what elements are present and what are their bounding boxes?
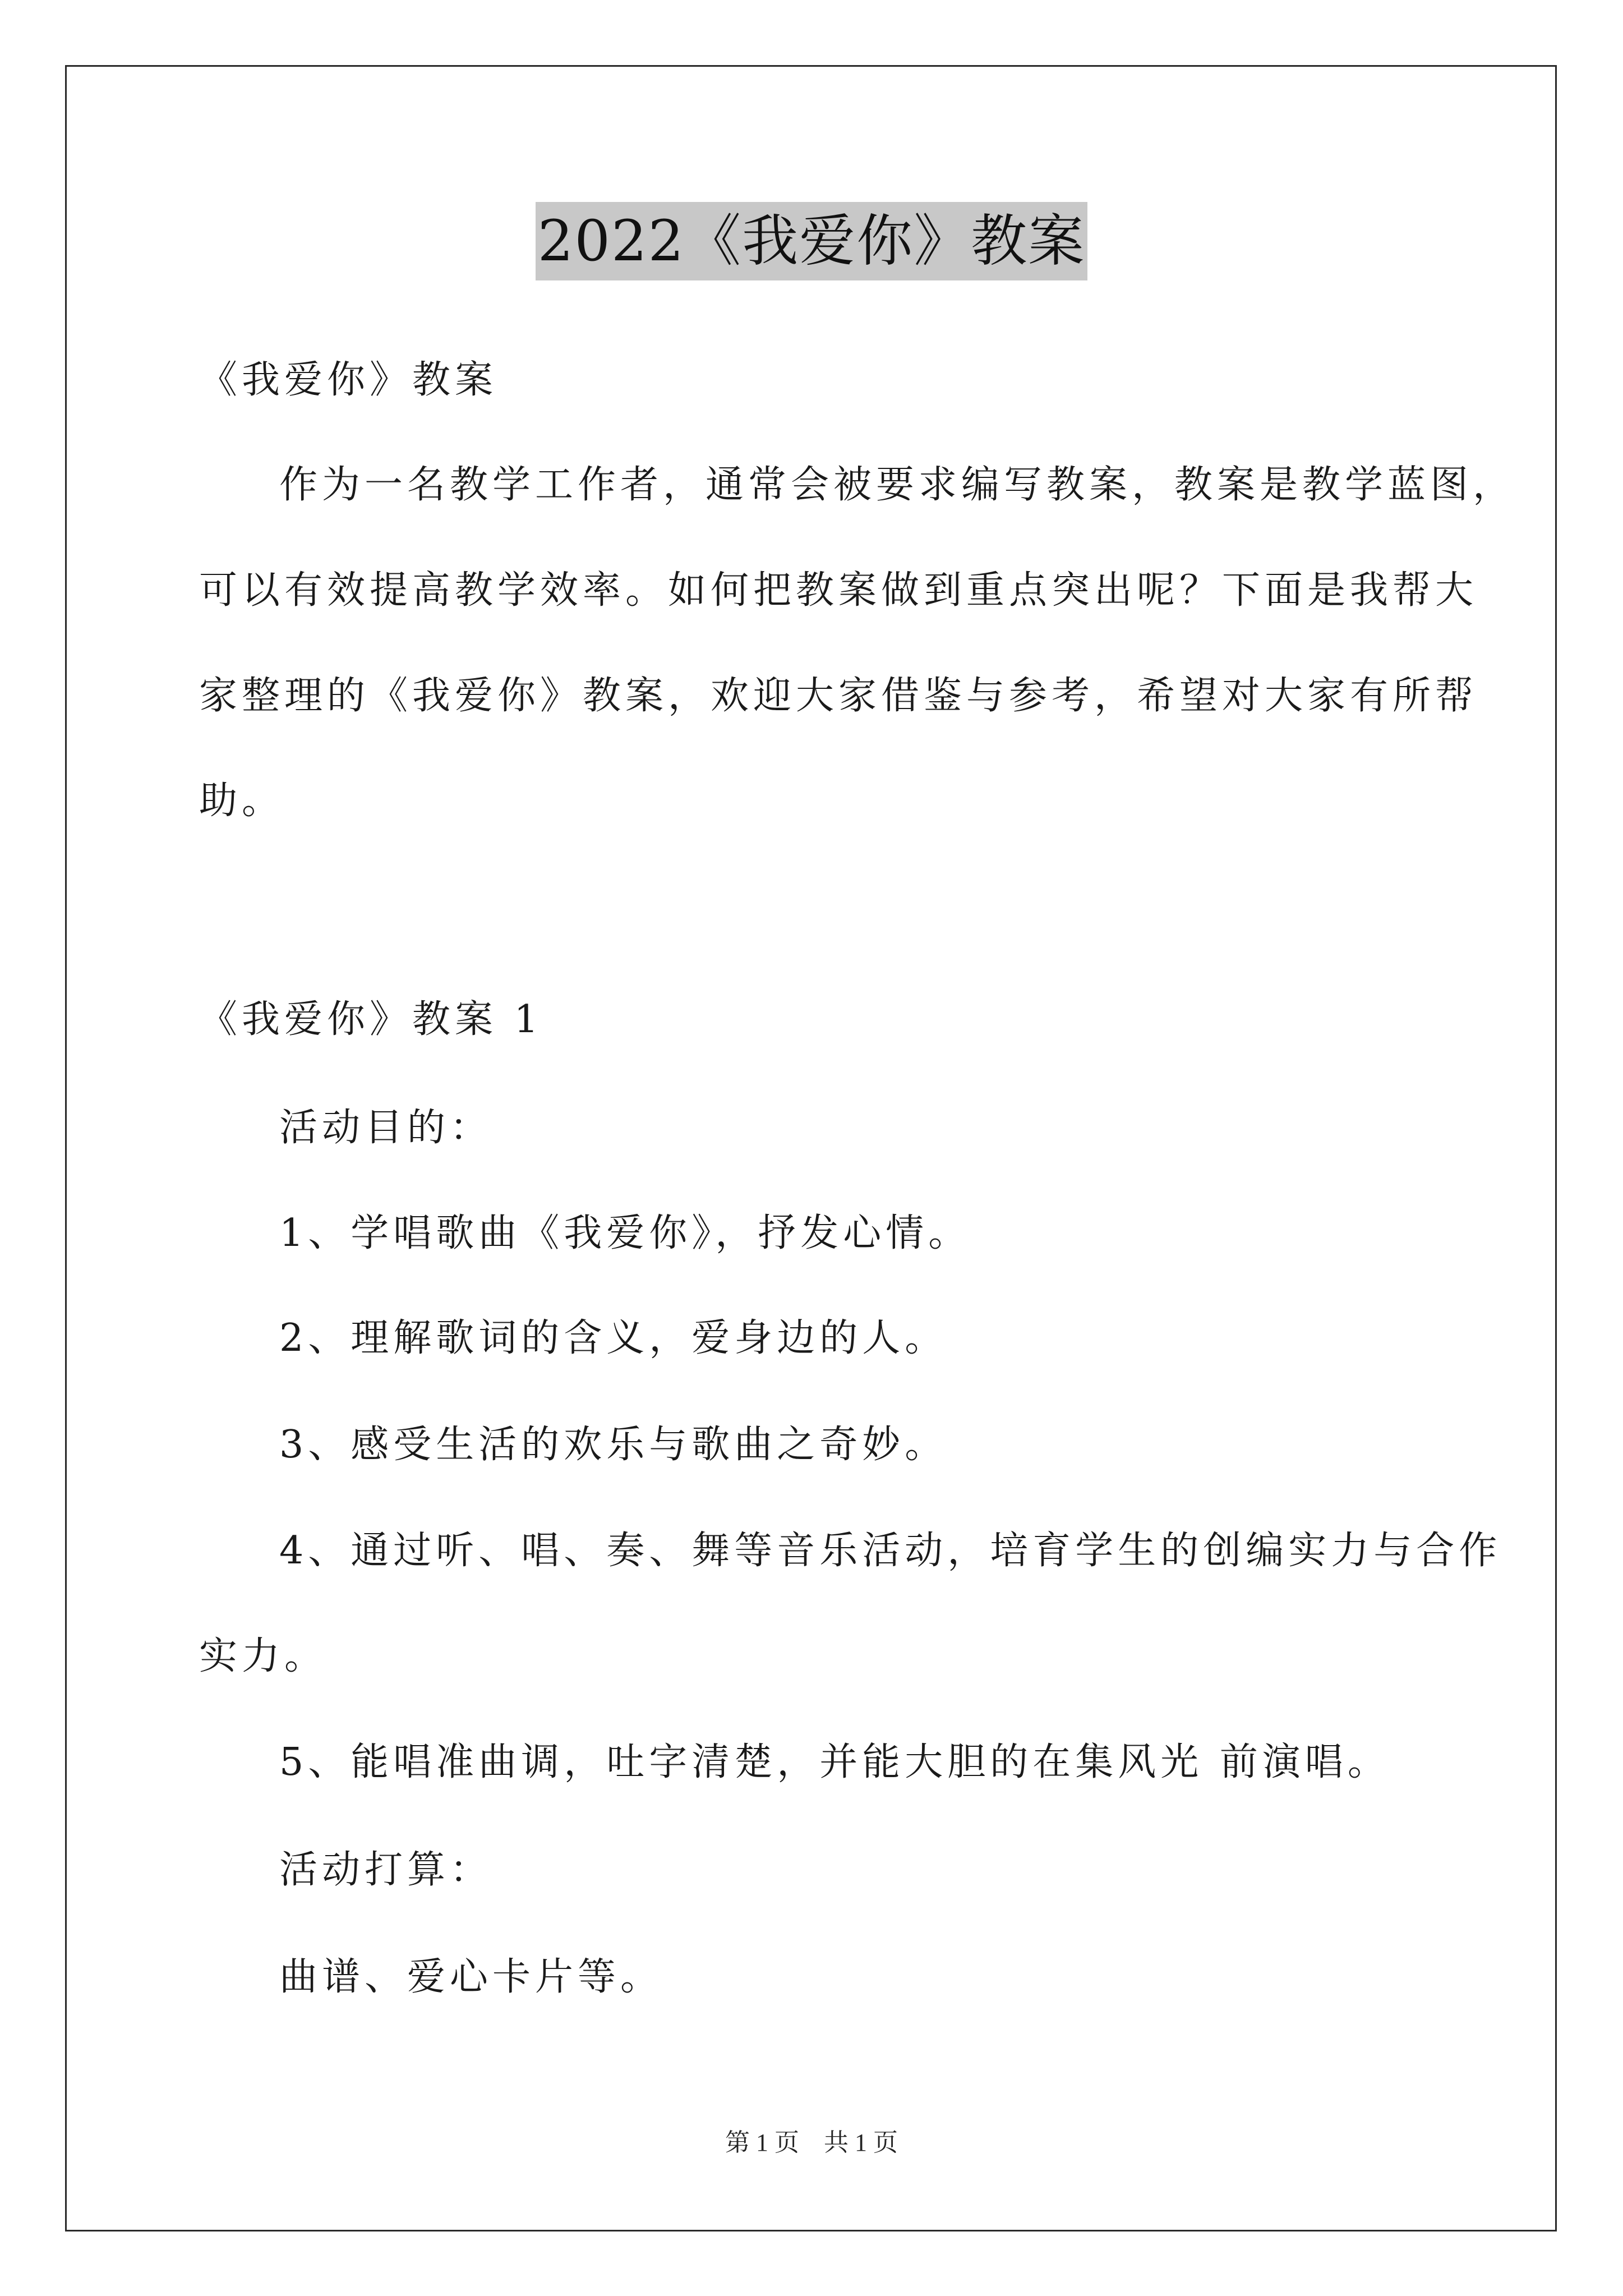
intro-line-3: 家整理的《我爱你》教案，欢迎大家借鉴与参考，希望对大家有所帮	[199, 674, 1478, 718]
subheading: 《我爱你》教案	[199, 358, 498, 402]
intro-line-4: 助。	[199, 779, 285, 823]
goal-item: 3、感受生活的欢乐与歌曲之奇妙。	[279, 1423, 948, 1467]
prep-label: 活动打算：	[279, 1848, 493, 1892]
goal-item: 1、学唱歌曲《我爱你》，抒发心情。	[279, 1211, 971, 1255]
goal-item-continuation: 实力。	[199, 1634, 328, 1678]
goals-label: 活动目的：	[279, 1106, 493, 1150]
goal-item: 2、理解歌词的含义，爱身边的人。	[279, 1316, 948, 1360]
intro-line-1: 作为一名教学工作者，通常会被要求编写教案，教案是教学蓝图，	[279, 463, 1516, 507]
document-title: 2022《我爱你》教案	[536, 202, 1088, 280]
intro-line-2: 可以有效提高教学效率。如何把教案做到重点突出呢？下面是我帮大	[199, 568, 1478, 613]
title-container	[0, 202, 1623, 280]
page-number-footer: 第 1 页 共 1 页	[725, 2129, 898, 2156]
goal-item: 5、能唱准曲调，吐字清楚，并能大胆的在集风光 前演唱。	[279, 1740, 1390, 1784]
prep-text: 曲谱、爱心卡片等。	[279, 1955, 663, 1999]
goal-item: 4、通过听、唱、奏、舞等音乐活动，培育学生的创编实力与合作	[279, 1529, 1502, 1573]
section-heading: 《我爱你》教案 1	[199, 997, 543, 1042]
